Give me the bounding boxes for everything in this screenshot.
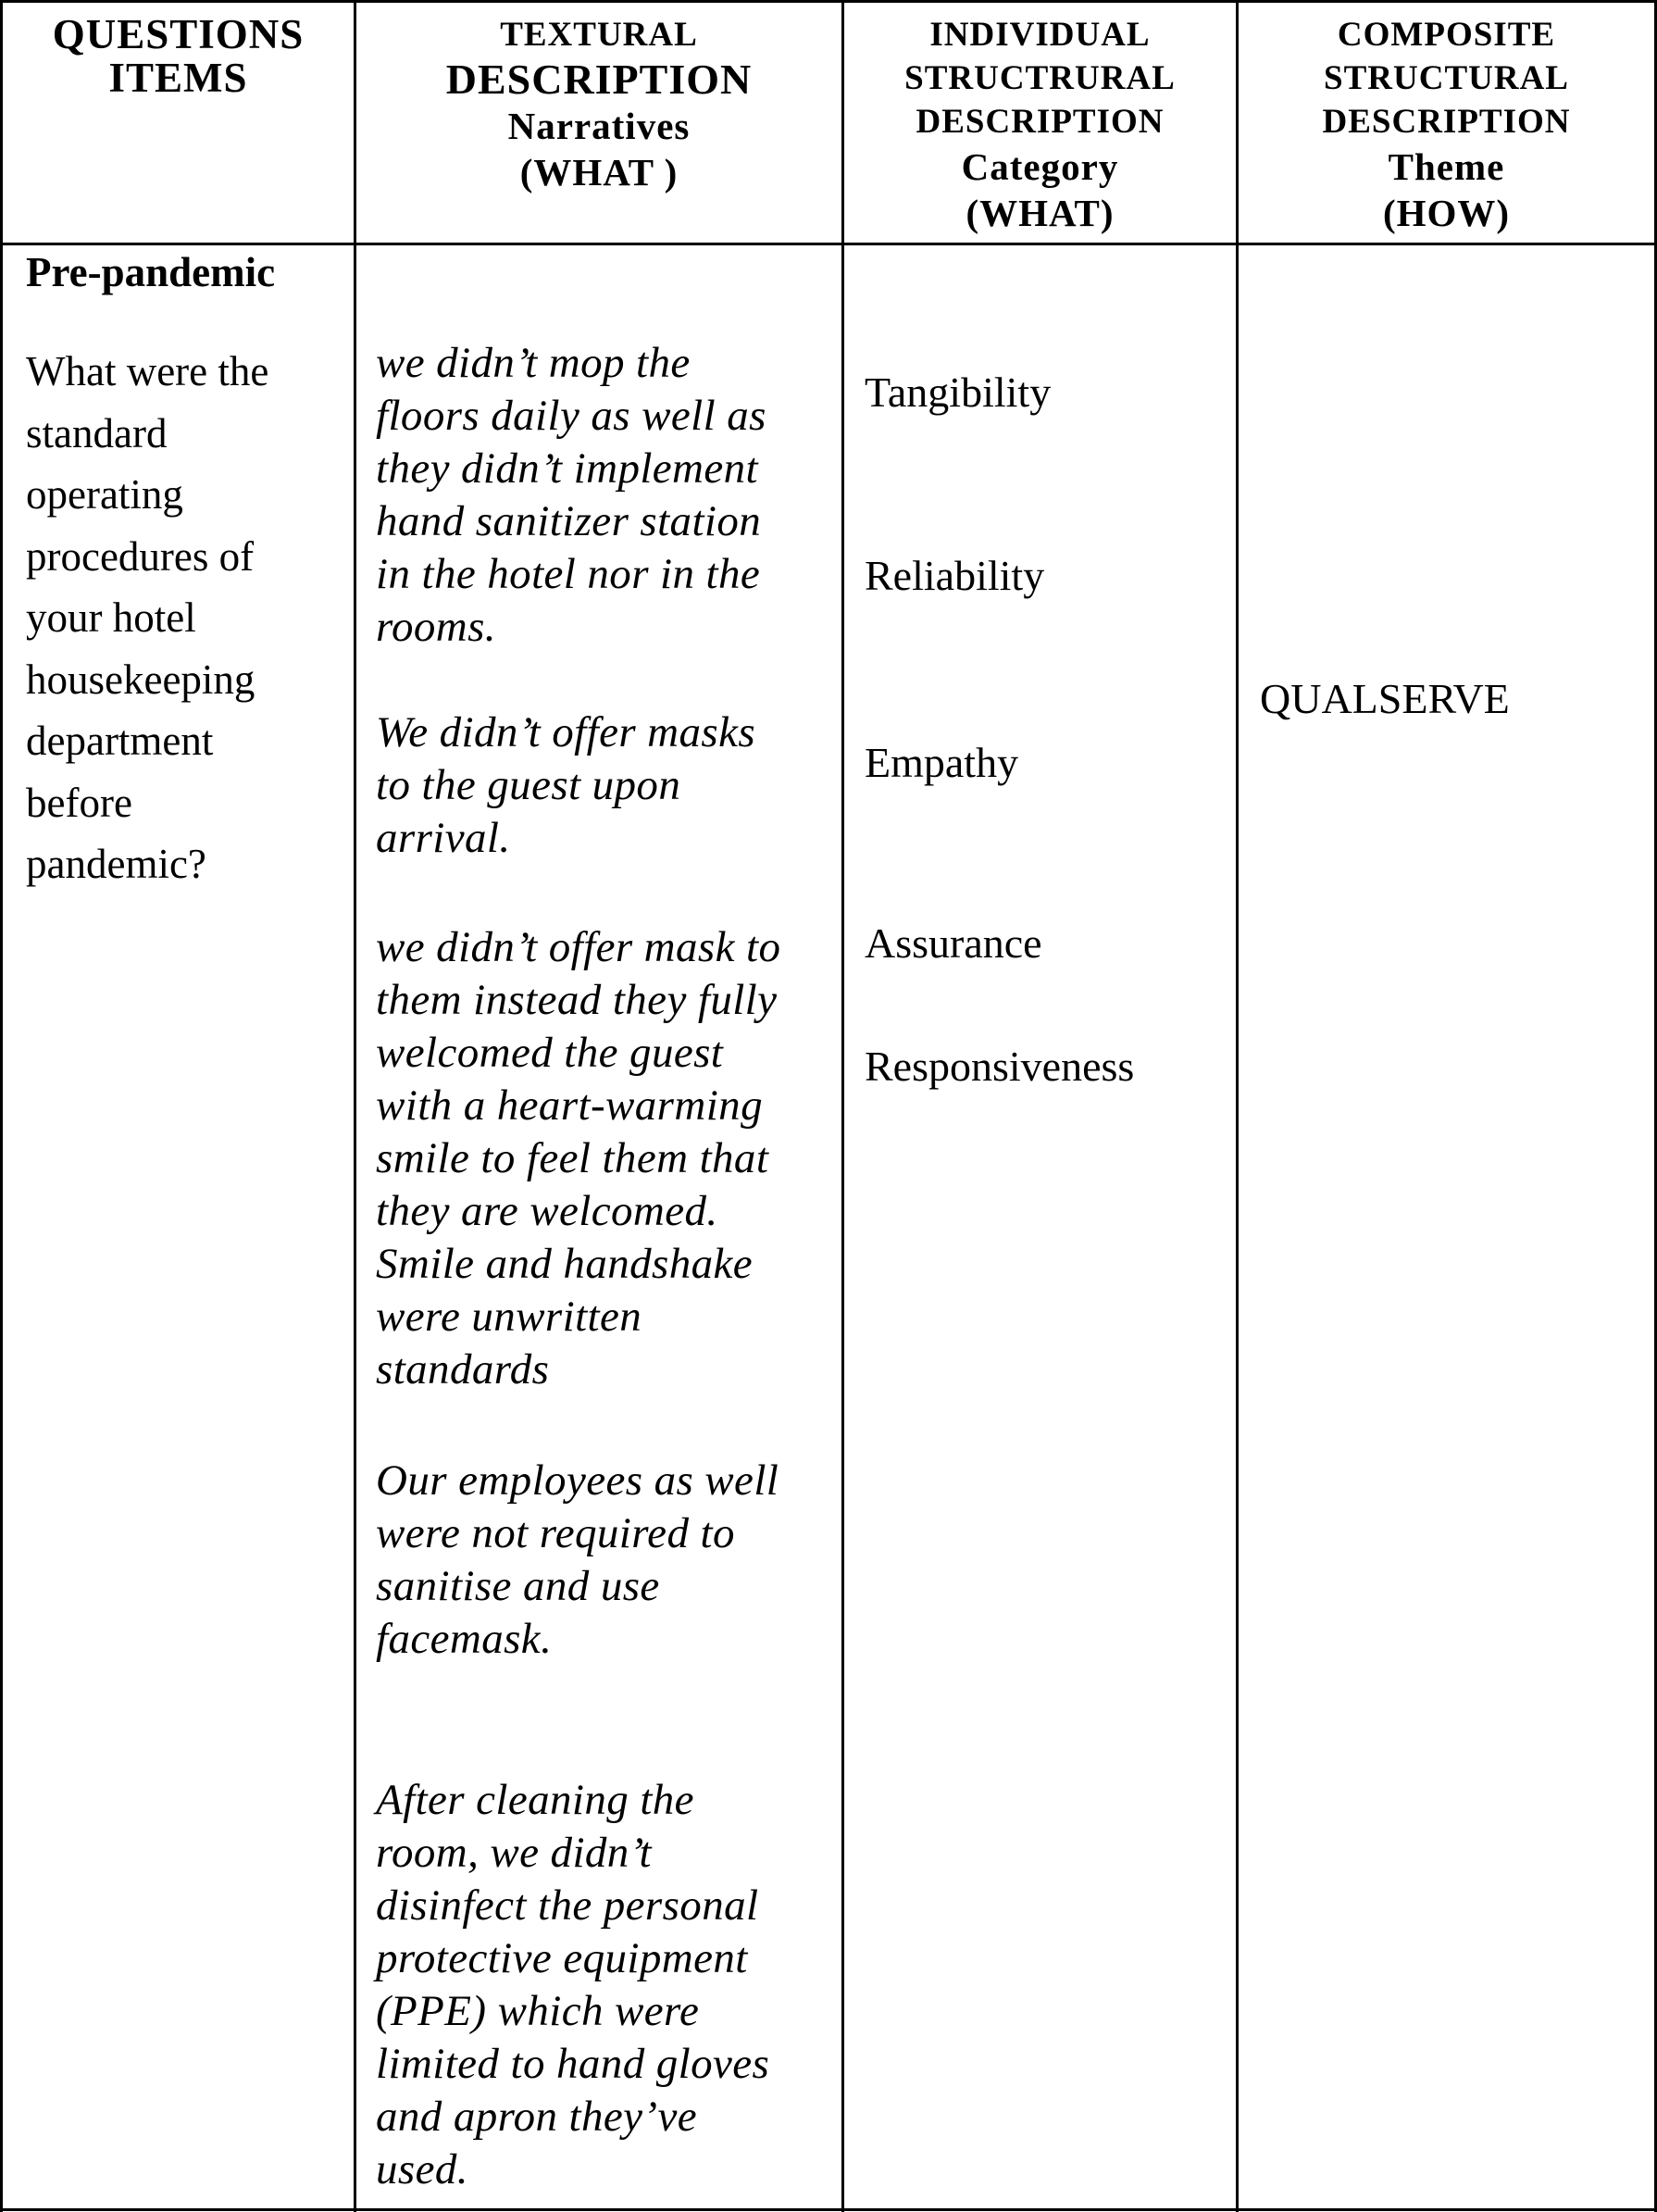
narrative-line: they are welcomed.	[376, 1187, 718, 1235]
narrative-line: (PPE) which were	[376, 1987, 700, 2035]
header-col4-line4: Theme	[1388, 145, 1505, 188]
narrative-5	[376, 1774, 769, 2196]
header-col4-line3: DESCRIPTION	[1322, 103, 1571, 141]
header-col2-line1: TEXTURAL	[500, 16, 698, 54]
narrative-line: standards	[376, 1345, 550, 1393]
table-border-left	[0, 0, 3, 2212]
narratives-cell	[376, 0, 839, 2208]
category-reliability: Reliability	[865, 552, 1045, 599]
question-line: standard	[26, 409, 168, 456]
question-line: pandemic?	[26, 841, 206, 887]
theme-value: QUALSERVE	[1260, 675, 1510, 722]
category-empathy: Empathy	[865, 739, 1019, 786]
narrative-line: and apron they’ve	[376, 2093, 697, 2141]
question-line: before	[26, 779, 132, 826]
narrative-1	[376, 337, 766, 654]
narrative-line: facemask.	[376, 1615, 553, 1663]
narrative-line: sanitise and use	[376, 1562, 660, 1610]
column-divider-1	[354, 0, 356, 2212]
header-col3-line5: (WHAT)	[966, 192, 1115, 234]
narrative-line: rooms.	[376, 603, 496, 651]
header-col2-line4: (WHAT )	[519, 151, 679, 194]
narrative-3	[376, 921, 780, 1396]
narrative-line: in the hotel nor in the	[376, 550, 761, 598]
narrative-line: we didn’t mop the	[376, 339, 691, 387]
question-line: housekeeping	[26, 656, 255, 703]
header-col2-line3: Narratives	[507, 105, 691, 147]
question-line: operating	[26, 471, 183, 518]
narrative-line: disinfect the personal	[376, 1881, 759, 1930]
header-col1-line2: ITEMS	[108, 55, 248, 101]
header-col3-line1: INDIVIDUAL	[929, 16, 1151, 54]
narrative-line: welcomed the guest	[376, 1029, 724, 1077]
header-individual-structural	[844, 13, 1236, 236]
narrative-line: We didn’t offer masks	[376, 708, 756, 756]
question-text	[26, 341, 350, 895]
narrative-line: arrival.	[376, 814, 511, 862]
narrative-4	[376, 1455, 779, 1666]
column-divider-2	[841, 0, 844, 2212]
header-col4-line5: (HOW)	[1382, 192, 1511, 234]
category-tangibility: Tangibility	[865, 369, 1052, 416]
narrative-line: were unwritten	[376, 1293, 642, 1341]
narrative-line: limited to hand gloves	[376, 2040, 770, 2088]
header-col4-line2: STRUCTURAL	[1324, 59, 1569, 97]
header-col3-line3: DESCRIPTION	[916, 103, 1165, 141]
narrative-line: were not required to	[376, 1509, 735, 1557]
narrative-line: room, we didn’t	[376, 1829, 653, 1877]
narrative-line: used.	[376, 2145, 468, 2193]
header-col3-line2: STRUCTRURAL	[904, 59, 1176, 97]
question-cell	[26, 248, 350, 895]
header-questions-items	[3, 13, 354, 100]
table-border-bottom	[0, 2208, 1657, 2211]
narrative-line: protective equipment	[376, 1934, 748, 1982]
narrative-line: floors daily as well as	[376, 392, 766, 440]
header-col4-line1: COMPOSITE	[1337, 16, 1556, 54]
header-composite-structural	[1239, 13, 1654, 236]
category-assurance: Assurance	[865, 919, 1042, 967]
narrative-line: they didn’t implement	[376, 444, 759, 493]
question-line: procedures of	[26, 532, 255, 580]
narrative-line: hand sanitizer station	[376, 497, 762, 545]
header-col3-line4: Category	[961, 145, 1119, 188]
section-label: Pre-pandemic	[26, 249, 276, 295]
question-line: What were the	[26, 348, 269, 394]
narrative-line: Our employees as well	[376, 1456, 779, 1505]
question-line: department	[26, 718, 214, 764]
narrative-line: with a heart-warming	[376, 1081, 763, 1130]
header-col1-line1: QUESTIONS	[52, 11, 305, 57]
narrative-line: to the guest upon	[376, 761, 681, 809]
narrative-2	[376, 706, 755, 865]
narrative-line: Smile and handshake	[376, 1240, 754, 1288]
narrative-line: After cleaning the	[376, 1776, 694, 1824]
narrative-line: we didn’t offer mask to	[376, 923, 781, 971]
narrative-line: smile to feel them that	[376, 1134, 769, 1182]
category-responsiveness: Responsiveness	[865, 1043, 1135, 1090]
column-divider-3	[1236, 0, 1239, 2212]
question-line: your hotel	[26, 594, 196, 641]
narrative-line: them instead they fully	[376, 976, 778, 1024]
header-col2-line2: DESCRIPTION	[445, 56, 753, 103]
